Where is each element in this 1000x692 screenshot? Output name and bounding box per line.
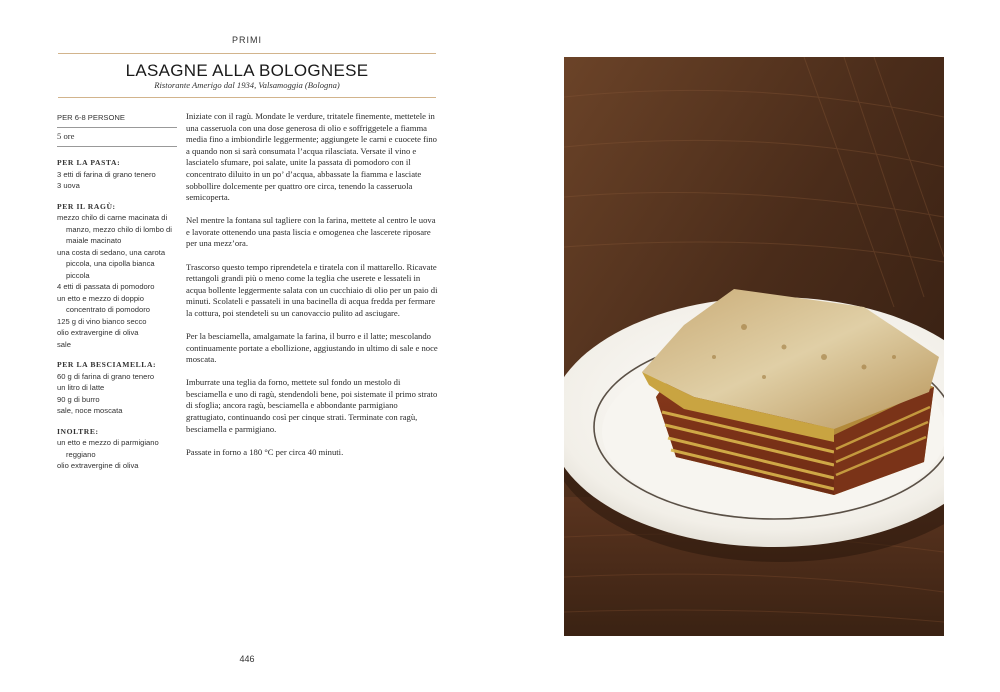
ingredient-item: olio extravergine di oliva <box>57 328 139 337</box>
ingredient-item: sale, noce moscata <box>57 406 123 415</box>
ingredients-column <box>57 112 177 481</box>
title-rule <box>58 97 436 98</box>
ingredient-item: mezzo chilo di carne macinata di manzo, mezzo chilo di lombo di maiale macinato <box>57 213 172 245</box>
lasagna-photo <box>564 57 944 636</box>
method-paragraph: Iniziate con il ragù. Mondate le verdure, tritatele finemente, mettetele in una casseruola con una dose generosa di olio e soffriggetele a fiamma media fino a imbiondirle leggermente; aggiungete le carni e cuocete fino a quando non si sarà consumata l’acqua rilasciata. Versate il vino e lasciatelo sfumare, poi salate, unite la passata di pomodoro con il concentrato diluito in un po’ d’acqua, abbassate la fiamma e lasciate sobbollire dolcemente per quattro ore circa, tenendo la casseruola semicoperta. <box>186 111 437 203</box>
method-paragraph: Nel mentre la fontana sul tagliere con la farina, mettete al centro le uova e lavorate ottenendo una pasta liscia e omogenea che lascerete riposare per una mezz’ora. <box>186 215 436 249</box>
method-paragraph: Imburrate una teglia da forno, mettete sul fondo un mestolo di besciamella e uno di ragù, stendendoli bene, poi sistemate il primo strato di sfoglia; ancora ragù, besciamella e abbondante parmigiano grattugiato, continuando così per cinque strati. Terminate con ragù, besciamella e parmigiano. <box>186 377 438 434</box>
ingredient-item: 3 uova <box>57 181 80 190</box>
section-label: PRIMI <box>231 35 262 45</box>
ingredient-item: 90 g di burro <box>57 394 100 404</box>
ingredient-item: 125 g di vino bianco secco <box>57 316 147 326</box>
ingredient-group-ragu <box>57 201 177 351</box>
method-paragraph: Trascorso questo tempo riprendetela e tiratela con il mattarello. Ricavate rettangoli grandi più o meno come la teglia che userete e lessateli in acqua bollente leggermente salata con un cucchiaio di olio per un paio di minuti. Scolateli e passateli in una bacinella di acqua fredda per fermare la cottura, poi stendeteli su un canovaccio pulito ad asciugare. <box>186 261 438 318</box>
recipe-title: LASAGNE ALLA BOLOGNESE <box>125 61 369 80</box>
method-paragraph: Per la besciamella, amalgamate la farina, il burro e il latte; mescolando continuamente portate a ebollizione, aggiustando in ultimo di sale e noce moscata. <box>186 331 438 365</box>
ingredient-group-inoltre <box>57 426 177 472</box>
ingredient-item: olio extravergine di oliva <box>57 461 139 470</box>
ingredient-group-besciamella <box>57 359 177 417</box>
ingredient-group-pasta <box>57 157 177 192</box>
ingredient-item: un etto e mezzo di parmigiano reggiano <box>57 438 159 459</box>
ingredient-item: un litro di latte <box>57 383 105 392</box>
prep-time: 5 ore <box>57 128 177 148</box>
ingredient-heading: PER LA BESCIAMELLA: <box>57 360 157 369</box>
page-number: 446 <box>239 654 255 664</box>
method-column <box>186 111 438 470</box>
ingredient-item: sale <box>57 339 71 349</box>
top-rule <box>58 53 436 54</box>
serves-label: PER 6-8 PERSONE <box>57 112 177 128</box>
ingredient-item: 60 g di farina di grano tenero <box>57 371 155 381</box>
ingredient-item: una costa di sedano, una carota piccola, una cipolla bianca piccola <box>57 247 166 280</box>
ingredient-heading: INOLTRE: <box>57 426 99 436</box>
ingredient-item: 4 etti di passata di pomodoro <box>57 282 155 291</box>
recipe-subtitle: Ristorante Amerigo dal 1934, Valsamoggia (Bologna) <box>154 80 340 90</box>
ingredient-heading: PER LA PASTA: <box>57 158 121 167</box>
ingredient-item: 3 etti di farina di grano tenero <box>57 169 156 179</box>
ingredient-item: un etto e mezzo di doppio concentrato di pomodoro <box>57 293 151 314</box>
method-paragraph: Passate in forno a 180 °C per circa 40 minuti. <box>186 446 344 457</box>
ingredient-heading: PER IL RAGÙ: <box>57 201 116 211</box>
